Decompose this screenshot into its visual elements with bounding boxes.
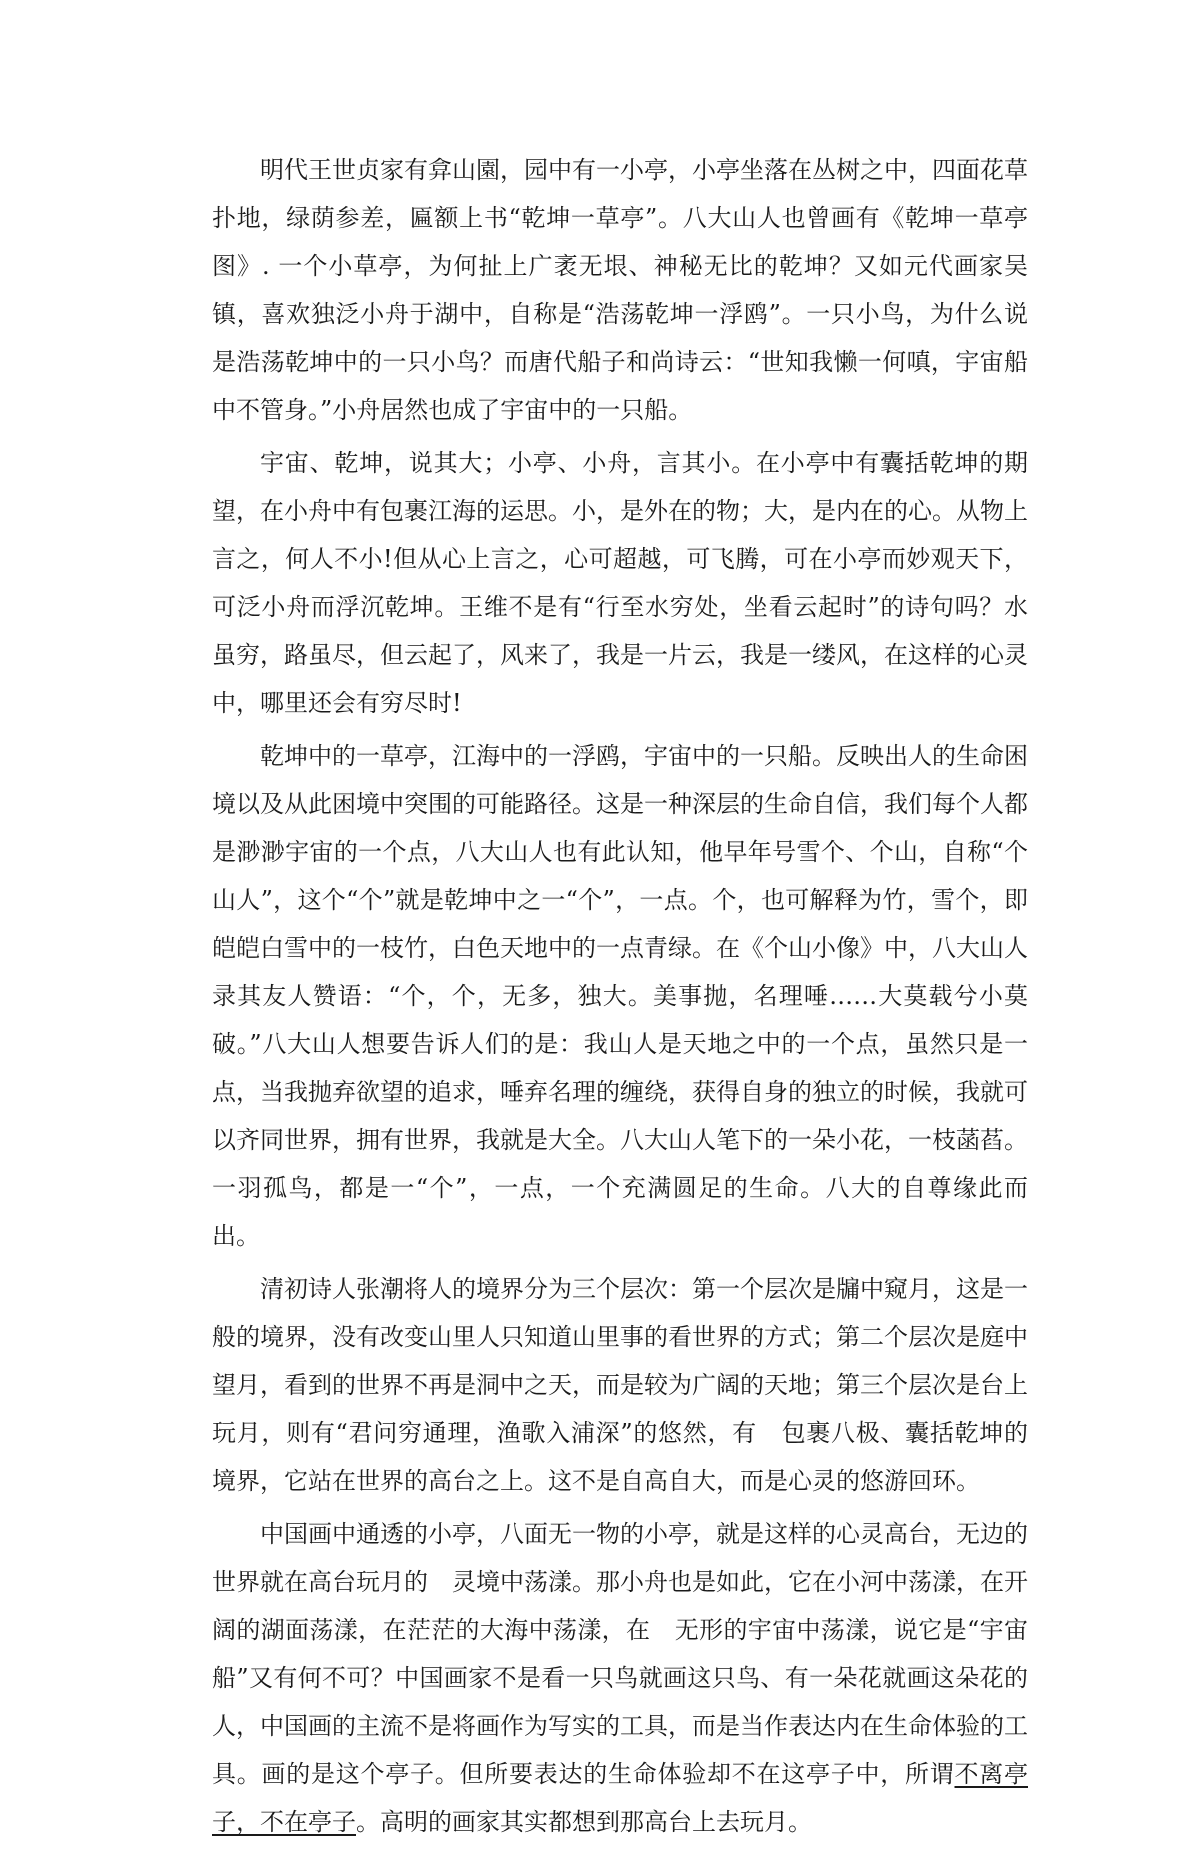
paragraph-5 [212, 1510, 1028, 1846]
paragraph-3: 乾坤中的一草亭，江海中的一浮鸥，宇宙中的一只船。反映出人的生命困境以及从此困境中突围的可能路径。这是一种深层的生命自信，我们每个人都是渺渺宇宙的一个点，八大山人也有此认知，他早年号雪个、个山，自称“个山人”，这个“个”就是乾坤中之一“个”，一点。个，也可解释为竹，雪个，即皑皑白雪中的一枝竹，白色天地中的一点青绿。在《个山小像》中，八大山人录其友人赞语：“个，个，无多，独大。美事抛，名理唾……大莫载兮小莫破。”八大山人想要告诉人们的是：我山人是天地之中的一个点，虽然只是一点，当我抛弃欲望的追求，唾弃名理的缠绕，获得自身的独立的时候，我就可以齐同世界，拥有世界，我就是大全。八大山人笔下的一朵小花，一枝菡萏。一羽孤鸟，都是一“个”，一点，一个充满圆足的生命。八大的自尊缘此而出。 [212, 742, 1028, 1250]
underlined-phrase: 不离亭子，不在亭子 [212, 1760, 1028, 1836]
paragraph-2: 宇宙、乾坤，说其大；小亭、小舟，言其小。在小亭中有囊括乾坤的期望，在小舟中有包裹江海的运思。小，是外在的物；大，是内在的心。从物上言之，何人不小!但从心上言之，心可超越，可飞腾，可在小亭而妙观天下，可泛小舟而浮沉乾坤。王维不是有“行至水穷处，坐看云起时”的诗句吗？水虽穷，路虽尽，但云起了，风来了，我是一片云，我是一缕风，在这样的心灵中，哪里还会有穷尽时! [212, 449, 1028, 717]
paragraph-4: 清初诗人张潮将人的境界分为三个层次：第一个层次是牖中窥月，这是一般的境界，没有改变山里人只知道山里事的看世界的方式；第二个层次是庭中望月，看到的世界不再是洞中之天，而是较为广阔的天地；第三个层次是台上玩月，则有“君问穷通理，渔歌入浦深”的悠然，有 包裹八极、囊括乾坤的境界，它站在世界的高台之上。这不是自高自大，而是心灵的悠游回环。 [212, 1275, 1028, 1495]
paragraph-1: 明代王世贞家有弇山園，园中有一小亭，小亭坐落在丛树之中，四面花草扑地，绿荫参差，匾额上书“乾坤一草亭”。八大山人也曾画有《乾坤一草亭图》. 一个小草亭，为何扯上广袤无垠、神秘无比的乾坤？又如元代画家吴镇，喜欢独泛小舟于湖中，自称是“浩荡乾坤一浮鸥”。一只小鸟，为什么说是浩荡乾坤中的一只小鸟？而唐代船子和尚诗云：“世知我懒一何嗔，宇宙船中不管身。”小舟居然也成了宇宙中的一只船。 [212, 156, 1028, 424]
essay-body [212, 146, 1028, 1851]
paragraph-5-text-after: 。高明的画家其实都想到那高台上去玩月。 [356, 1808, 812, 1836]
paragraph-5-text-before: 中国画中通透的小亭，八面无一物的小亭，就是这样的心灵高台，无边的世界就在高台玩月的 灵境中荡漾。那小舟也是如此，它在小河中荡漾，在开阔的湖面荡漾，在茫茫的大海中荡漾，在 无形的宇宙中荡漾，说它是“宇宙船”又有何不可？中国画家不是看一只鸟就画这只鸟、有一朵花就画这朵花的人，中国画的主流不是将画作为写实的工具，而是当作表达内在生命体验的工具。画的是这个亭子。但所要表达的生命体验却不在这亭子中，所谓 [212, 1520, 1028, 1788]
